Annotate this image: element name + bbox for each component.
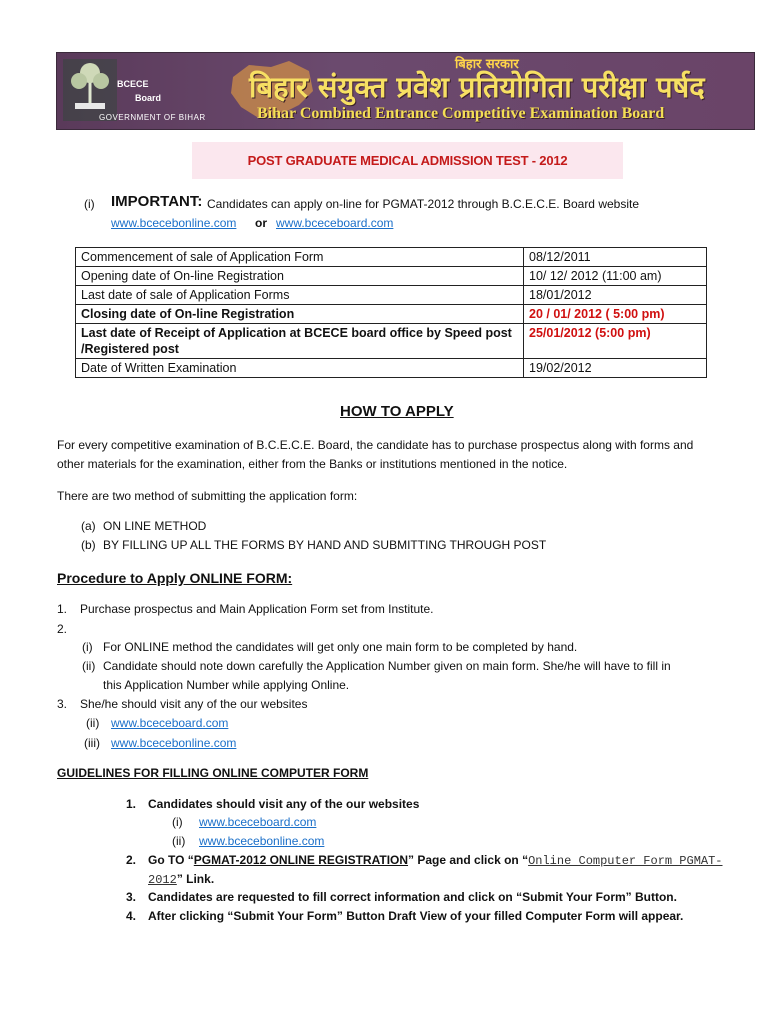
hindi-title: बिहार संयुक्त प्रवेश प्रतियोगिता परीक्षा पर्षद [249, 70, 705, 104]
bceceboard-link[interactable]: www.bceceboard.com [199, 815, 317, 829]
header-banner [56, 52, 755, 130]
guideline-1: Candidates should visit any of the our websites [148, 797, 420, 811]
how-to-apply-heading: HOW TO APPLY [340, 403, 454, 420]
item-num: 2. [126, 853, 137, 867]
item-num: 1. [126, 797, 137, 811]
bceceboard-link[interactable]: www.bceceboard.com [276, 216, 394, 230]
para2: There are two method of submitting the application form: [57, 489, 358, 503]
bcecebonline-link[interactable]: www.bcecebonline.com [111, 216, 237, 230]
important-label: IMPORTANT: [111, 193, 203, 210]
table-row [76, 359, 707, 378]
test-title: POST GRADUATE MEDICAL ADMISSION TEST - 2012 [192, 142, 623, 179]
date-label: Closing date of On-line Registration [76, 305, 524, 324]
date-value: 19/02/2012 [524, 359, 707, 378]
date-value: 25/01/2012 (5:00 pm) [524, 324, 707, 359]
item-num: 1. [57, 602, 68, 616]
guideline-2-post: ” Link. [176, 872, 215, 886]
date-value: 10/ 12/ 2012 (11:00 am) [524, 267, 707, 286]
sub-num: (i) [172, 815, 183, 829]
government-label: GOVERNMENT OF BIHAR [99, 113, 206, 122]
sub-num: (ii) [86, 716, 100, 730]
method-num: (a) [81, 519, 96, 533]
bcecebonline-link[interactable]: www.bcecebonline.com [199, 834, 325, 848]
guideline-3-pre: Candidates are requested to fill correct information and click on “ [148, 890, 523, 904]
sub-num: (ii) [82, 659, 96, 673]
sub-num: (ii) [172, 834, 186, 848]
guideline-2-line1 [148, 853, 723, 868]
bcece-logo-icon [63, 59, 117, 121]
important-num: (i) [84, 197, 95, 211]
procedure-heading: Procedure to Apply ONLINE FORM: [57, 570, 293, 586]
method-text: BY FILLING UP ALL THE FORMS BY HAND AND SUBMITTING THROUGH POST [103, 538, 547, 552]
guideline-4: After clicking “Submit Your Form” Button Draft View of your filled Computer Form will appear. [148, 909, 684, 923]
date-label: Opening date of On-line Registration [76, 267, 524, 286]
online-form-link-cont[interactable]: 2012 [148, 873, 177, 887]
procedure-sub-ii-line2: this Application Number while applying Online. [103, 678, 350, 692]
online-form-link[interactable]: Online Computer Form PGMAT- [528, 854, 723, 868]
guidelines-heading: GUIDELINES FOR FILLING ONLINE COMPUTER FORM [57, 766, 369, 780]
guideline-3-bold: Submit Your Form [522, 890, 626, 904]
table-row [76, 248, 707, 267]
item-num: 3. [57, 697, 68, 711]
bceceboard-link[interactable]: www.bceceboard.com [111, 716, 229, 730]
procedure-item-3: She/he should visit any of the our websites [80, 697, 308, 711]
guideline-2-pre: Go TO “ [148, 853, 194, 867]
para1-line2: other materials for the examination, either from the Banks or institutions mentioned in the notice. [57, 457, 568, 471]
date-value: 08/12/2011 [524, 248, 707, 267]
guideline-3-post: ” Button. [625, 890, 677, 904]
procedure-item-1: Purchase prospectus and Main Application Form set from Institute. [80, 602, 434, 616]
procedure-sub-i: For ONLINE method the candidates will get only one main form to be completed by hand. [103, 640, 578, 654]
item-num: 3. [126, 890, 137, 904]
date-label: Date of Written Examination [76, 359, 524, 378]
important-text: Candidates can apply on-line for PGMAT-2012 through B.C.E.C.E. Board website [207, 197, 640, 211]
date-label: Commencement of sale of Application Form [76, 248, 524, 267]
date-value: 20 / 01/ 2012 ( 5:00 pm) [524, 305, 707, 324]
table-row [76, 324, 707, 359]
method-num: (b) [81, 538, 96, 552]
table-row [76, 267, 707, 286]
dates-table [75, 247, 707, 378]
procedure-sub-ii-line1: Candidate should note down carefully the Application Number given on main form. She/he will have to fill in [103, 659, 671, 673]
sub-num: (iii) [84, 736, 100, 750]
hindi-subtitle: बिहार सरकार [455, 57, 519, 72]
method-text: ON LINE METHOD [103, 519, 207, 533]
item-num: 4. [126, 909, 137, 923]
guideline-2-mid: ” Page and click on “ [408, 853, 529, 867]
date-label: Last date of sale of Application Forms [76, 286, 524, 305]
item-num: 2. [57, 622, 68, 636]
logo-board-text: Board [135, 93, 162, 103]
pgmat-registration-link[interactable]: PGMAT-2012 ONLINE REGISTRATION [193, 853, 409, 867]
logo-bcece-text: BCECE [117, 79, 149, 89]
date-value: 18/01/2012 [524, 286, 707, 305]
or-text: or [255, 216, 267, 230]
table-row [76, 286, 707, 305]
para1-line1: For every competitive examination of B.C.E.C.E. Board, the candidate has to purchase prospectus along with forms and [57, 438, 694, 452]
guideline-2-line2 [148, 872, 214, 887]
date-label: Last date of Receipt of Application at BCECE board office by Speed post /Registered post [76, 324, 524, 359]
guideline-3 [148, 890, 677, 904]
table-row [76, 305, 707, 324]
bcecebonline-link[interactable]: www.bcecebonline.com [111, 736, 237, 750]
english-title: Bihar Combined Entrance Competitive Examination Board [257, 105, 665, 122]
sub-num: (i) [82, 640, 93, 654]
